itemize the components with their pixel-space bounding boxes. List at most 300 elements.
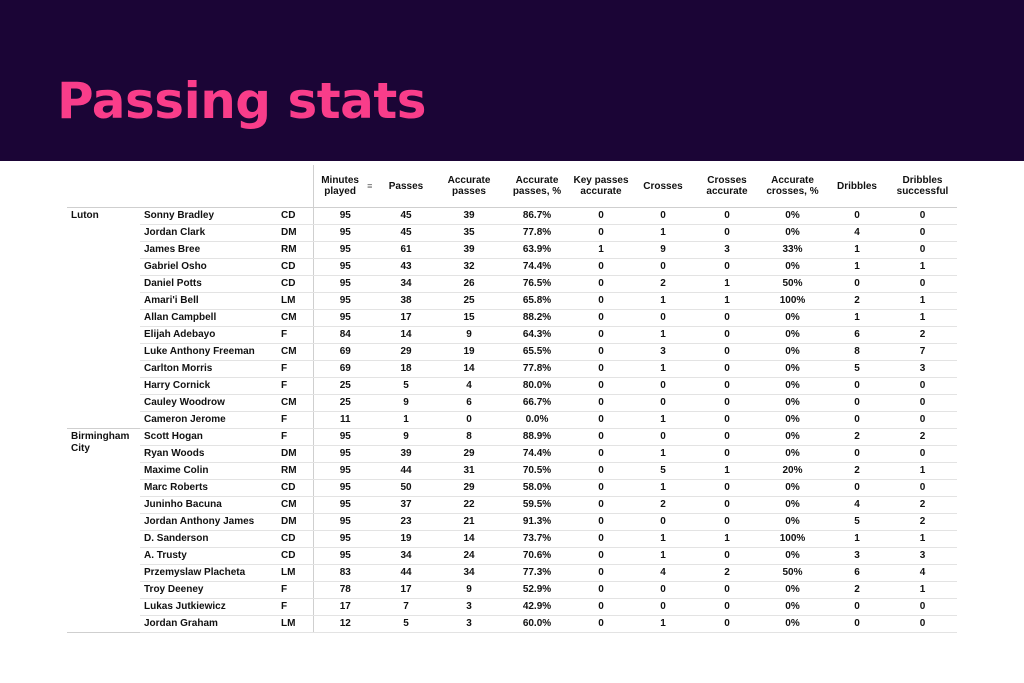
dribbles-successful-cell: 3	[888, 548, 957, 565]
dribbles-cell: 1	[826, 242, 888, 259]
passes-cell: 39	[377, 446, 435, 463]
dribbles-cell: 1	[826, 259, 888, 276]
accurate-passes-cell: 9	[435, 582, 503, 599]
table-row	[67, 378, 957, 395]
dribbles-successful-cell: 4	[888, 565, 957, 582]
table-row	[67, 225, 957, 242]
accurate-passes-cell: 25	[435, 293, 503, 310]
accurate-passes-pct-cell: 86.7%	[503, 208, 571, 225]
accurate-crosses-pct-cell: 0%	[759, 412, 826, 429]
position-cell: LM	[277, 616, 313, 633]
crosses-cell: 1	[631, 548, 695, 565]
dribbles-cell: 6	[826, 327, 888, 344]
accurate-passes-pct-cell: 70.5%	[503, 463, 571, 480]
table-row	[67, 599, 957, 616]
accurate-passes-cell: 39	[435, 242, 503, 259]
passes-cell: 45	[377, 208, 435, 225]
crosses-cell: 0	[631, 514, 695, 531]
crosses-cell: 0	[631, 378, 695, 395]
sort-descending-icon[interactable]: ≡	[367, 180, 373, 191]
crosses-accurate-cell: 3	[695, 242, 759, 259]
crosses-cell: 1	[631, 361, 695, 378]
crosses-cell: 1	[631, 531, 695, 548]
passes-cell: 17	[377, 310, 435, 327]
accurate-passes-pct-cell: 63.9%	[503, 242, 571, 259]
dribbles-successful-cell: 0	[888, 276, 957, 293]
dribbles-cell: 0	[826, 378, 888, 395]
dribbles-cell: 2	[826, 463, 888, 480]
position-cell: CD	[277, 480, 313, 497]
dribbles-successful-cell: 0	[888, 412, 957, 429]
accurate-crosses-pct-cell: 0%	[759, 208, 826, 225]
key-passes-cell: 0	[571, 395, 631, 412]
player-name-cell: Jordan Clark	[140, 225, 277, 242]
position-cell: F	[277, 429, 313, 446]
key-passes-cell: 0	[571, 361, 631, 378]
player-name-cell: Carlton Morris	[140, 361, 277, 378]
dribbles-successful-cell: 0	[888, 208, 957, 225]
team-column-header	[67, 165, 140, 208]
accurate-passes-cell: 22	[435, 497, 503, 514]
accurate-passes-pct-cell: 65.8%	[503, 293, 571, 310]
table-row	[67, 565, 957, 582]
team-name-cell: Birmingham City	[67, 429, 140, 633]
crosses-accurate-cell: 0	[695, 361, 759, 378]
minutes-cell: 95	[313, 276, 377, 293]
accurate-crosses-pct-cell: 0%	[759, 395, 826, 412]
header-banner	[0, 0, 1024, 161]
accurate-crosses-pct-cell: 0%	[759, 361, 826, 378]
crosses-cell: 3	[631, 344, 695, 361]
crosses-accurate-cell: 0	[695, 395, 759, 412]
minutes-cell: 84	[313, 327, 377, 344]
crosses-cell: 5	[631, 463, 695, 480]
crosses-cell: 2	[631, 497, 695, 514]
dribbles-successful-cell: 0	[888, 446, 957, 463]
crosses-cell: 0	[631, 310, 695, 327]
passes-cell: 17	[377, 582, 435, 599]
accurate-passes-pct-cell: 59.5%	[503, 497, 571, 514]
minutes-cell: 25	[313, 395, 377, 412]
crosses-cell: 0	[631, 395, 695, 412]
minutes-header-label: Minutes played	[321, 175, 359, 197]
key-passes-cell: 0	[571, 514, 631, 531]
table-row	[67, 293, 957, 310]
key-passes-cell: 0	[571, 225, 631, 242]
accurate-passes-pct-cell: 74.4%	[503, 446, 571, 463]
accurate-crosses-pct-cell: 0%	[759, 429, 826, 446]
accurate-passes-cell: 24	[435, 548, 503, 565]
position-cell: LM	[277, 293, 313, 310]
accurate-crosses-pct-cell: 0%	[759, 225, 826, 242]
accurate-crosses-pct-cell: 0%	[759, 310, 826, 327]
dribbles-cell: 4	[826, 497, 888, 514]
key-passes-cell: 0	[571, 208, 631, 225]
player-name-cell: Jordan Graham	[140, 616, 277, 633]
crosses-cell: 0	[631, 599, 695, 616]
position-cell: CD	[277, 259, 313, 276]
player-name-cell: Marc Roberts	[140, 480, 277, 497]
position-cell: F	[277, 599, 313, 616]
player-name-cell: Troy Deeney	[140, 582, 277, 599]
dribbles-cell: 4	[826, 225, 888, 242]
dribbles-successful-cell: 0	[888, 480, 957, 497]
crosses-accurate-cell: 0	[695, 378, 759, 395]
accurate-passes-cell: 14	[435, 531, 503, 548]
accurate-passes-pct-cell: 0.0%	[503, 412, 571, 429]
page-title: Passing stats	[57, 72, 427, 130]
key-passes-cell: 0	[571, 497, 631, 514]
table-row	[67, 361, 957, 378]
accurate-passes-pct-cell: 76.5%	[503, 276, 571, 293]
minutes-cell: 95	[313, 548, 377, 565]
minutes-cell: 69	[313, 344, 377, 361]
key-passes-cell: 0	[571, 259, 631, 276]
player-name-cell: Allan Campbell	[140, 310, 277, 327]
position-cell: DM	[277, 446, 313, 463]
accurate-crosses-pct-cell: 0%	[759, 378, 826, 395]
position-cell: CM	[277, 310, 313, 327]
passes-cell: 7	[377, 599, 435, 616]
key-passes-cell: 0	[571, 599, 631, 616]
position-cell: F	[277, 378, 313, 395]
table-row	[67, 548, 957, 565]
accurate-crosses-pct-cell: 0%	[759, 344, 826, 361]
accurate-passes-pct-cell: 74.4%	[503, 259, 571, 276]
accurate-passes-cell: 29	[435, 446, 503, 463]
accurate-passes-cell: 14	[435, 361, 503, 378]
dribbles-cell: 0	[826, 480, 888, 497]
minutes-column-header[interactable]	[313, 165, 377, 208]
accurate-passes-pct-cell: 70.6%	[503, 548, 571, 565]
passing-stats-table-container	[67, 165, 957, 633]
dribbles-cell: 8	[826, 344, 888, 361]
table-row	[67, 582, 957, 599]
accurate-passes-pct-cell: 65.5%	[503, 344, 571, 361]
table-row	[67, 429, 957, 446]
accurate-passes-cell: 35	[435, 225, 503, 242]
minutes-cell: 95	[313, 463, 377, 480]
accurate-crosses-pct-cell: 0%	[759, 480, 826, 497]
player-name-cell: Elijah Adebayo	[140, 327, 277, 344]
dribbles-successful-cell: 2	[888, 327, 957, 344]
crosses-accurate-cell: 0	[695, 616, 759, 633]
dribbles-successful-cell: 0	[888, 616, 957, 633]
minutes-cell: 17	[313, 599, 377, 616]
accurate-passes-pct-cell: 52.9%	[503, 582, 571, 599]
dribbles-successful-cell: 1	[888, 531, 957, 548]
table-row	[67, 395, 957, 412]
accurate-passes-cell: 26	[435, 276, 503, 293]
table-row	[67, 531, 957, 548]
table-row	[67, 446, 957, 463]
crosses-accurate-cell: 2	[695, 565, 759, 582]
table-row	[67, 259, 957, 276]
minutes-cell: 95	[313, 208, 377, 225]
passes-cell: 5	[377, 378, 435, 395]
player-name-cell: Maxime Colin	[140, 463, 277, 480]
accurate-passes-cell: 19	[435, 344, 503, 361]
table-row	[67, 327, 957, 344]
passes-cell: 50	[377, 480, 435, 497]
dribbles-cell: 0	[826, 446, 888, 463]
passes-cell: 5	[377, 616, 435, 633]
player-name-cell: Luke Anthony Freeman	[140, 344, 277, 361]
accurate-crosses-pct-cell: 100%	[759, 531, 826, 548]
crosses-accurate-cell: 0	[695, 599, 759, 616]
crosses-cell: 9	[631, 242, 695, 259]
crosses-accurate-cell: 0	[695, 446, 759, 463]
key-passes-cell: 0	[571, 480, 631, 497]
accurate-passes-pct-cell: 42.9%	[503, 599, 571, 616]
crosses-accurate-cell: 0	[695, 412, 759, 429]
crosses-cell: 1	[631, 480, 695, 497]
dribbles-successful-cell: 2	[888, 497, 957, 514]
accurate-passes-pct-cell: 77.8%	[503, 225, 571, 242]
dribbles-cell: 2	[826, 293, 888, 310]
key-passes-cell: 1	[571, 242, 631, 259]
position-cell: CM	[277, 497, 313, 514]
position-cell: CM	[277, 395, 313, 412]
table-row	[67, 463, 957, 480]
crosses-cell: 0	[631, 259, 695, 276]
minutes-cell: 69	[313, 361, 377, 378]
crosses-cell: 4	[631, 565, 695, 582]
position-cell: DM	[277, 225, 313, 242]
crosses-accurate-cell: 0	[695, 344, 759, 361]
dribbles-cell: 0	[826, 599, 888, 616]
position-cell: RM	[277, 463, 313, 480]
position-cell: LM	[277, 565, 313, 582]
accurate-passes-pct-cell: 66.7%	[503, 395, 571, 412]
passes-cell: 44	[377, 565, 435, 582]
team-name-cell: Luton	[67, 208, 140, 429]
position-cell: CM	[277, 344, 313, 361]
minutes-cell: 95	[313, 259, 377, 276]
minutes-cell: 95	[313, 514, 377, 531]
passes-cell: 29	[377, 344, 435, 361]
accurate-passes-pct-cell: 73.7%	[503, 531, 571, 548]
key-passes-cell: 0	[571, 582, 631, 599]
passes-cell: 43	[377, 259, 435, 276]
key-passes-cell: 0	[571, 276, 631, 293]
dribbles-cell: 2	[826, 582, 888, 599]
accurate-crosses-pct-cell: 0%	[759, 599, 826, 616]
position-cell: F	[277, 327, 313, 344]
dribbles-column-header[interactable]: Dribbles	[826, 165, 888, 208]
crosses-accurate-cell: 0	[695, 310, 759, 327]
crosses-accurate-cell: 0	[695, 582, 759, 599]
minutes-cell: 11	[313, 412, 377, 429]
key-passes-cell: 0	[571, 412, 631, 429]
dribbles-successful-cell: 1	[888, 310, 957, 327]
passes-cell: 34	[377, 548, 435, 565]
crosses-cell: 0	[631, 582, 695, 599]
accurate-crosses-pct-cell: 0%	[759, 548, 826, 565]
dribbles-successful-cell: 7	[888, 344, 957, 361]
dribbles-successful-cell: 0	[888, 242, 957, 259]
position-cell: RM	[277, 242, 313, 259]
position-cell: CD	[277, 548, 313, 565]
key-passes-cell: 0	[571, 344, 631, 361]
dribbles-successful-cell: 0	[888, 599, 957, 616]
player-name-cell: Gabriel Osho	[140, 259, 277, 276]
accurate-crosses-pct-cell: 0%	[759, 327, 826, 344]
key-passes-cell: 0	[571, 565, 631, 582]
crosses-accurate-cell: 0	[695, 548, 759, 565]
crosses-accurate-cell: 0	[695, 259, 759, 276]
player-name-cell: Ryan Woods	[140, 446, 277, 463]
key-passes-cell: 0	[571, 429, 631, 446]
crosses-accurate-cell: 0	[695, 208, 759, 225]
accurate-passes-column-header[interactable]: Accurate passes	[435, 165, 503, 208]
player-name-cell: Lukas Jutkiewicz	[140, 599, 277, 616]
position-cell: CD	[277, 276, 313, 293]
crosses-cell: 1	[631, 412, 695, 429]
accurate-crosses-pct-cell: 20%	[759, 463, 826, 480]
dribbles-cell: 0	[826, 395, 888, 412]
table-row	[67, 514, 957, 531]
accurate-crosses-pct-cell: 0%	[759, 446, 826, 463]
dribbles-cell: 1	[826, 310, 888, 327]
accurate-crosses-pct-cell: 100%	[759, 293, 826, 310]
accurate-passes-pct-cell: 88.9%	[503, 429, 571, 446]
crosses-column-header[interactable]: Crosses	[631, 165, 695, 208]
accurate-crosses-pct-column-header[interactable]: Accurate crosses, %	[759, 165, 826, 208]
dribbles-successful-cell: 0	[888, 395, 957, 412]
crosses-cell: 0	[631, 429, 695, 446]
dribbles-cell: 5	[826, 361, 888, 378]
dribbles-cell: 0	[826, 616, 888, 633]
dribbles-cell: 2	[826, 429, 888, 446]
accurate-crosses-pct-cell: 33%	[759, 242, 826, 259]
crosses-cell: 1	[631, 327, 695, 344]
accurate-crosses-pct-cell: 0%	[759, 582, 826, 599]
player-name-cell: Jordan Anthony James	[140, 514, 277, 531]
accurate-passes-pct-column-header[interactable]: Accurate passes, %	[503, 165, 571, 208]
accurate-crosses-pct-cell: 50%	[759, 565, 826, 582]
dribbles-successful-cell: 0	[888, 225, 957, 242]
dribbles-cell: 5	[826, 514, 888, 531]
accurate-passes-pct-cell: 80.0%	[503, 378, 571, 395]
accurate-crosses-pct-cell: 0%	[759, 514, 826, 531]
key-passes-cell: 0	[571, 548, 631, 565]
accurate-passes-cell: 9	[435, 327, 503, 344]
minutes-cell: 95	[313, 429, 377, 446]
minutes-cell: 95	[313, 480, 377, 497]
accurate-crosses-pct-cell: 50%	[759, 276, 826, 293]
passes-column-header[interactable]: Passes	[377, 165, 435, 208]
player-name-cell: Sonny Bradley	[140, 208, 277, 225]
accurate-passes-pct-cell: 91.3%	[503, 514, 571, 531]
key-passes-column-header[interactable]: Key passes accurate	[571, 165, 631, 208]
crosses-accurate-column-header[interactable]: Crosses accurate	[695, 165, 759, 208]
player-name-cell: Amari'i Bell	[140, 293, 277, 310]
passes-cell: 37	[377, 497, 435, 514]
position-cell: F	[277, 412, 313, 429]
crosses-accurate-cell: 0	[695, 480, 759, 497]
dribbles-successful-cell: 2	[888, 514, 957, 531]
accurate-passes-cell: 32	[435, 259, 503, 276]
minutes-cell: 12	[313, 616, 377, 633]
crosses-cell: 1	[631, 616, 695, 633]
dribbles-successful-column-header[interactable]: Dribbles successful	[888, 165, 957, 208]
player-name-cell: Daniel Potts	[140, 276, 277, 293]
player-name-cell: A. Trusty	[140, 548, 277, 565]
player-name-cell: D. Sanderson	[140, 531, 277, 548]
crosses-accurate-cell: 0	[695, 327, 759, 344]
table-row	[67, 310, 957, 327]
accurate-passes-pct-cell: 77.8%	[503, 361, 571, 378]
table-row	[67, 480, 957, 497]
dribbles-successful-cell: 1	[888, 259, 957, 276]
minutes-cell: 95	[313, 531, 377, 548]
player-name-cell: Scott Hogan	[140, 429, 277, 446]
key-passes-cell: 0	[571, 310, 631, 327]
accurate-crosses-pct-cell: 0%	[759, 259, 826, 276]
table-body	[67, 208, 957, 633]
position-cell: CD	[277, 208, 313, 225]
minutes-cell: 95	[313, 242, 377, 259]
crosses-accurate-cell: 1	[695, 276, 759, 293]
minutes-cell: 95	[313, 293, 377, 310]
minutes-cell: 95	[313, 446, 377, 463]
table-header-row	[67, 165, 957, 208]
passes-cell: 34	[377, 276, 435, 293]
crosses-accurate-cell: 0	[695, 514, 759, 531]
position-cell: DM	[277, 514, 313, 531]
crosses-accurate-cell: 1	[695, 293, 759, 310]
accurate-passes-cell: 34	[435, 565, 503, 582]
table-row	[67, 276, 957, 293]
passes-cell: 45	[377, 225, 435, 242]
position-cell: CD	[277, 531, 313, 548]
minutes-cell: 95	[313, 497, 377, 514]
key-passes-cell: 0	[571, 531, 631, 548]
player-name-cell: Przemyslaw Placheta	[140, 565, 277, 582]
passes-cell: 9	[377, 395, 435, 412]
player-name-cell: Juninho Bacuna	[140, 497, 277, 514]
minutes-cell: 83	[313, 565, 377, 582]
position-column-header	[277, 165, 313, 208]
passes-cell: 9	[377, 429, 435, 446]
passes-cell: 1	[377, 412, 435, 429]
crosses-accurate-cell: 1	[695, 531, 759, 548]
crosses-cell: 0	[631, 208, 695, 225]
minutes-cell: 95	[313, 310, 377, 327]
table-row	[67, 344, 957, 361]
passes-cell: 18	[377, 361, 435, 378]
accurate-passes-cell: 21	[435, 514, 503, 531]
dribbles-cell: 1	[826, 531, 888, 548]
passes-cell: 44	[377, 463, 435, 480]
table-row	[67, 412, 957, 429]
table-row	[67, 497, 957, 514]
crosses-cell: 1	[631, 225, 695, 242]
accurate-passes-cell: 0	[435, 412, 503, 429]
passing-stats-table	[67, 165, 957, 633]
key-passes-cell: 0	[571, 446, 631, 463]
accurate-passes-cell: 6	[435, 395, 503, 412]
player-name-cell: Harry Cornick	[140, 378, 277, 395]
position-cell: F	[277, 582, 313, 599]
dribbles-successful-cell: 3	[888, 361, 957, 378]
dribbles-successful-cell: 1	[888, 293, 957, 310]
passes-cell: 19	[377, 531, 435, 548]
player-name-cell: Cauley Woodrow	[140, 395, 277, 412]
table-row	[67, 616, 957, 633]
accurate-passes-cell: 31	[435, 463, 503, 480]
